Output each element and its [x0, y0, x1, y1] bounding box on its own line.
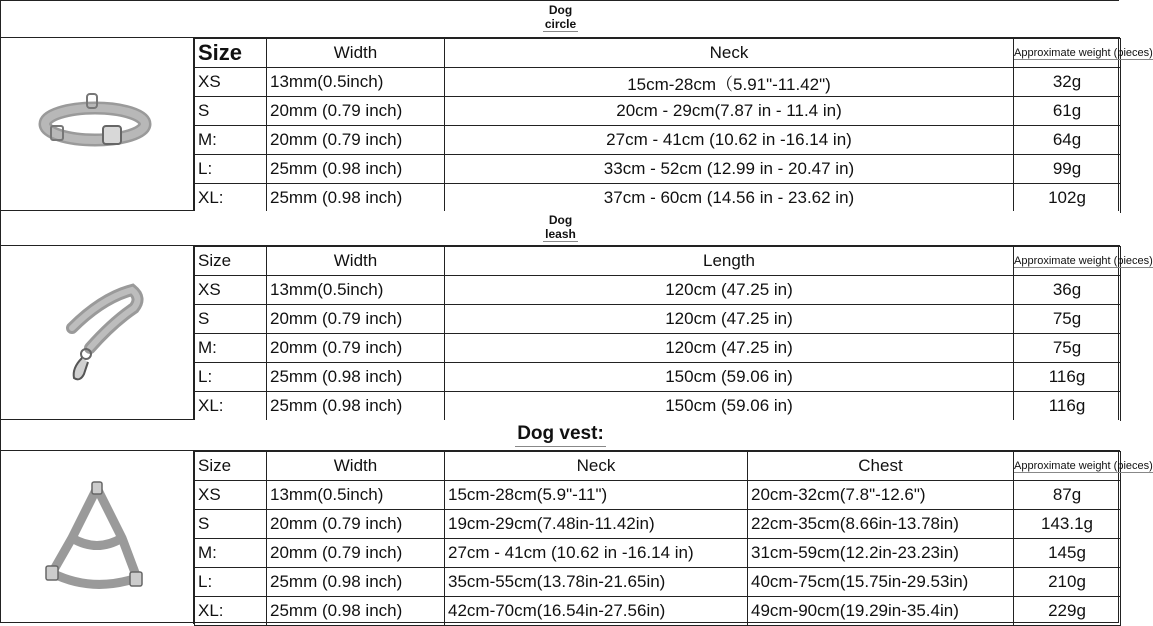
- vest-size-table: [194, 451, 1153, 626]
- table-row: [195, 363, 1121, 392]
- header-chest: Chest: [748, 452, 1014, 481]
- cell-size: S: [195, 305, 267, 334]
- cell-width: 25mm (0.98 inch): [267, 568, 445, 597]
- cell-size: S: [195, 510, 267, 539]
- cell-width: 25mm (0.98 inch): [267, 392, 445, 421]
- dog-collar-image: [1, 38, 194, 211]
- collar-size-table: [194, 38, 1153, 213]
- header-width: Width: [267, 39, 445, 68]
- section-title-collar: [1, 1, 1120, 38]
- header-weight: Approximate weight (pieces): [1014, 452, 1121, 481]
- cell-size: M:: [195, 334, 267, 363]
- cell-weight: 116g: [1014, 392, 1121, 421]
- header-size: Size: [195, 247, 267, 276]
- table-header-row: [195, 39, 1121, 68]
- cell-size: XS: [195, 276, 267, 305]
- table-header-row: [195, 452, 1121, 481]
- cell-neck: 27cm - 41cm (10.62 in -16.14 in): [445, 539, 748, 568]
- table-row: [195, 510, 1121, 539]
- cell-neck: 15cm-28cm（5.91"-11.42"): [445, 68, 1014, 97]
- dog-leash-image: [1, 246, 194, 420]
- cell-weight: 75g: [1014, 305, 1121, 334]
- header-weight: Approximate weight (pieces): [1014, 247, 1121, 276]
- cell-width: 13mm(0.5inch): [267, 68, 445, 97]
- table-row: [195, 568, 1121, 597]
- header-size: Size: [195, 39, 267, 68]
- cell-length: 120cm (47.25 in): [445, 334, 1014, 363]
- cell-chest: 31cm-59cm(12.2in-23.23in): [748, 539, 1014, 568]
- cell-neck: 19cm-29cm(7.48in-11.42in): [445, 510, 748, 539]
- header-width: Width: [267, 247, 445, 276]
- table-row: [195, 392, 1121, 421]
- cell-weight: 75g: [1014, 334, 1121, 363]
- cell-length: 150cm (59.06 in): [445, 363, 1014, 392]
- table-row: [195, 597, 1121, 626]
- section-title-line: leash: [545, 227, 576, 241]
- cell-length: 150cm (59.06 in): [445, 392, 1014, 421]
- table-row: [195, 481, 1121, 510]
- table-row: [195, 276, 1121, 305]
- cell-width: 20mm (0.79 inch): [267, 334, 445, 363]
- cell-chest: 49cm-90cm(19.29in-35.4in): [748, 597, 1014, 626]
- header-neck: Neck: [445, 452, 748, 481]
- cell-width: 25mm (0.98 inch): [267, 597, 445, 626]
- cell-weight: 116g: [1014, 363, 1121, 392]
- section-title-line: circle: [544, 17, 577, 31]
- cell-size: XL:: [195, 184, 267, 213]
- cell-width: 25mm (0.98 inch): [267, 155, 445, 184]
- cell-size: M:: [195, 126, 267, 155]
- cell-width: 20mm (0.79 inch): [267, 97, 445, 126]
- cell-weight: 102g: [1014, 184, 1121, 213]
- cell-size: L:: [195, 155, 267, 184]
- cell-width: 13mm(0.5inch): [267, 276, 445, 305]
- cell-weight: 87g: [1014, 481, 1121, 510]
- cell-neck: 15cm-28cm(5.9"-11"): [445, 481, 748, 510]
- cell-chest: 22cm-35cm(8.66in-13.78in): [748, 510, 1014, 539]
- harness-icon: [42, 478, 152, 598]
- table-row: [195, 539, 1121, 568]
- section-title-line: Dog: [548, 3, 573, 17]
- cell-neck: 42cm-70cm(16.54in-27.56in): [445, 597, 748, 626]
- cell-size: L:: [195, 568, 267, 597]
- cell-neck: 33cm - 52cm (12.99 in - 20.47 in): [445, 155, 1014, 184]
- section-title-line: Dog: [548, 213, 573, 227]
- cell-size: L:: [195, 363, 267, 392]
- cell-width: 25mm (0.98 inch): [267, 184, 445, 213]
- leash-icon: [42, 278, 152, 388]
- table-header-row: [195, 247, 1121, 276]
- cell-neck: 37cm - 60cm (14.56 in - 23.62 in): [445, 184, 1014, 213]
- cell-size: XL:: [195, 597, 267, 626]
- table-row: [195, 68, 1121, 97]
- cell-size: XS: [195, 481, 267, 510]
- cell-weight: 143.1g: [1014, 510, 1121, 539]
- cell-neck: 27cm - 41cm (10.62 in -16.14 in): [445, 126, 1014, 155]
- cell-size: S: [195, 97, 267, 126]
- cell-width: 20mm (0.79 inch): [267, 539, 445, 568]
- cell-length: 120cm (47.25 in): [445, 276, 1014, 305]
- cell-weight: 210g: [1014, 568, 1121, 597]
- table-row: [195, 126, 1121, 155]
- leash-size-table: [194, 246, 1153, 421]
- table-row: [195, 305, 1121, 334]
- header-weight: Approximate weight (pieces): [1014, 39, 1121, 68]
- table-row: [195, 97, 1121, 126]
- cell-weight: 64g: [1014, 126, 1121, 155]
- header-size: Size: [195, 452, 267, 481]
- cell-width: 25mm (0.98 inch): [267, 363, 445, 392]
- cell-width: 20mm (0.79 inch): [267, 305, 445, 334]
- cell-weight: 32g: [1014, 68, 1121, 97]
- header-width: Width: [267, 452, 445, 481]
- cell-size: XL:: [195, 392, 267, 421]
- cell-weight: 229g: [1014, 597, 1121, 626]
- table-row: [195, 334, 1121, 363]
- section-title-vest: [1, 420, 1120, 451]
- cell-width: 20mm (0.79 inch): [267, 510, 445, 539]
- cell-size: XS: [195, 68, 267, 97]
- table-row: [195, 184, 1121, 213]
- cell-length: 120cm (47.25 in): [445, 305, 1014, 334]
- cell-weight: 61g: [1014, 97, 1121, 126]
- section-title-leash: [1, 211, 1120, 246]
- cell-weight: 99g: [1014, 155, 1121, 184]
- cell-width: 20mm (0.79 inch): [267, 126, 445, 155]
- header-neck: Neck: [445, 39, 1014, 68]
- cell-weight: 145g: [1014, 539, 1121, 568]
- cell-chest: 40cm-75cm(15.75in-29.53in): [748, 568, 1014, 597]
- cell-neck: 35cm-55cm(13.78in-21.65in): [445, 568, 748, 597]
- section-title-line: Dog vest:: [515, 422, 606, 447]
- cell-chest: 20cm-32cm(7.8"-12.6"): [748, 481, 1014, 510]
- collar-icon: [37, 84, 157, 164]
- cell-size: M:: [195, 539, 267, 568]
- cell-neck: 20cm - 29cm(7.87 in - 11.4 in): [445, 97, 1014, 126]
- cell-weight: 36g: [1014, 276, 1121, 305]
- cell-width: 13mm(0.5inch): [267, 481, 445, 510]
- header-length: Length: [445, 247, 1014, 276]
- dog-harness-image: [1, 451, 194, 624]
- table-row: [195, 155, 1121, 184]
